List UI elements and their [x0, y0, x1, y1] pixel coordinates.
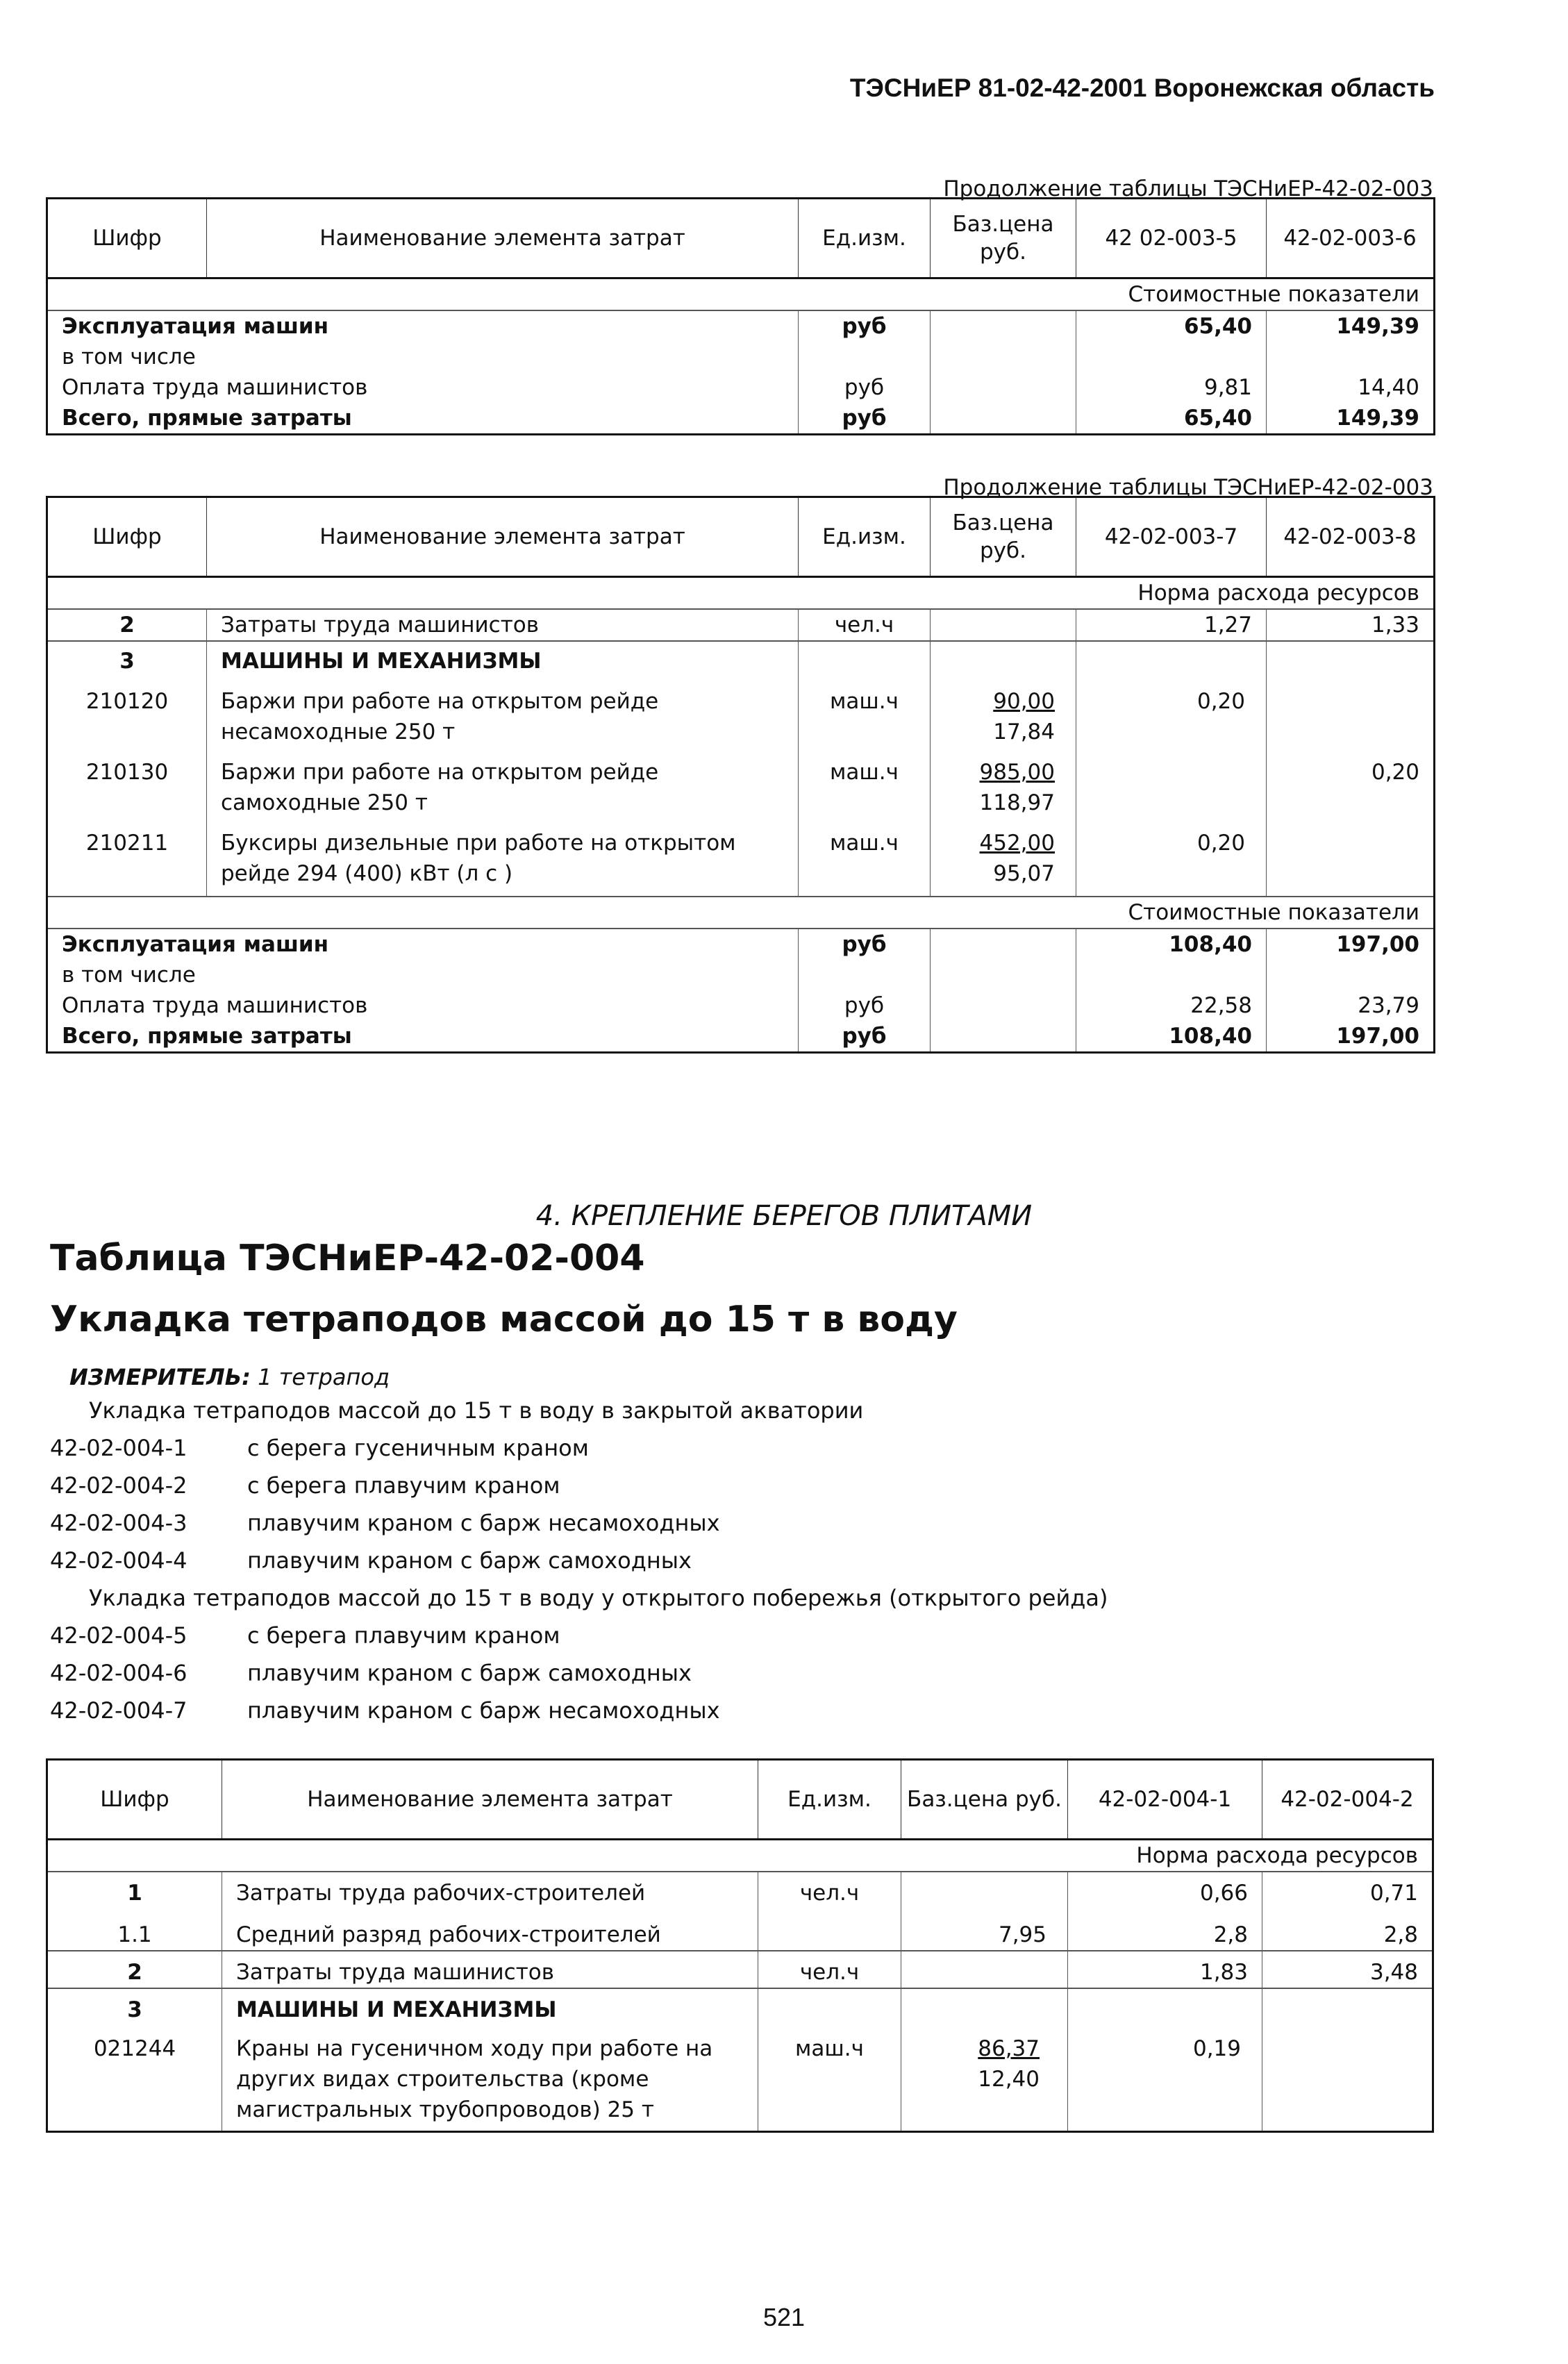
- row-value-b: 3,48: [1262, 1951, 1433, 1988]
- price-base: 17,84: [993, 719, 1055, 744]
- row-unit: маш.ч: [799, 747, 931, 818]
- row-name: Затраты труда машинистов: [222, 1951, 758, 1988]
- row-value-a: 108,40: [1076, 1021, 1267, 1053]
- table-row: [47, 641, 1435, 676]
- table-row: [47, 818, 1435, 897]
- row-name: в том числе: [47, 342, 799, 372]
- row-value-a: 22,58: [1076, 990, 1267, 1021]
- row-value-b: 1,33: [1267, 609, 1435, 641]
- cost-banner: Стоимостные показатели: [47, 897, 1435, 929]
- row-value-b: 197,00: [1267, 929, 1435, 960]
- col-code-header: Шифр: [47, 497, 207, 577]
- row-code: 210211: [47, 818, 207, 897]
- group-heading-1: Укладка тетраподов массой до 15 т в воду в закрытой акватории: [89, 1397, 864, 1424]
- table-row: [47, 372, 1435, 403]
- row-price: [931, 676, 1076, 747]
- row-price: 7,95: [901, 1908, 1068, 1951]
- row-code: 2: [47, 609, 207, 641]
- row-name: Баржи при работе на открытом рейде несамоходные 250 т: [207, 676, 799, 747]
- row-unit: маш.ч: [758, 2025, 901, 2132]
- norm-banner: Норма расхода ресурсов: [47, 577, 1435, 610]
- row-price: [901, 1951, 1068, 1988]
- table-row: [47, 310, 1435, 342]
- row-value-a: 1,83: [1068, 1951, 1262, 1988]
- col-b-header: 42-02-003-8: [1267, 497, 1435, 577]
- group-heading-2: Укладка тетраподов массой до 15 т в воду у открытого побережья (открытого рейда): [89, 1585, 1108, 1611]
- row-code: 3: [47, 1988, 222, 2025]
- col-price-header: Баз.цена руб.: [931, 497, 1076, 577]
- section-heading: 4. КРЕПЛЕНИЕ БЕРЕГОВ ПЛИТАМИ: [535, 1200, 1033, 1232]
- table-row: [47, 609, 1435, 641]
- row-value-b: [1267, 960, 1435, 990]
- row-name: Затраты труда машинистов: [207, 609, 799, 641]
- row-unit: [758, 1988, 901, 2025]
- row-unit: [799, 342, 931, 372]
- row-name: Эксплуатация машин: [47, 310, 799, 342]
- row-value-b: 2,8: [1262, 1908, 1433, 1951]
- item-code: 42-02-004-4: [50, 1547, 187, 1574]
- row-code: 1.1: [47, 1908, 222, 1951]
- table3: [46, 1758, 1434, 2133]
- table-row: [47, 1951, 1433, 1988]
- row-value-a: 65,40: [1076, 310, 1267, 342]
- item-code: 42-02-004-6: [50, 1660, 187, 1686]
- table-row: [47, 960, 1435, 990]
- col-unit-header: Ед.изм.: [799, 497, 931, 577]
- row-code: 021244: [47, 2025, 222, 2132]
- row-name: Баржи при работе на открытом рейде самоходные 250 т: [207, 747, 799, 818]
- row-price: [931, 1021, 1076, 1053]
- row-value-a: [1076, 960, 1267, 990]
- row-value-a: 2,8: [1068, 1908, 1262, 1951]
- row-code: 1: [47, 1872, 222, 1908]
- row-value-b: 14,40: [1267, 372, 1435, 403]
- row-unit: чел.ч: [758, 1951, 901, 1988]
- table-row: [47, 1021, 1435, 1053]
- col-price-header: Баз.цена руб.: [931, 199, 1076, 278]
- row-name: Затраты труда рабочих-строителей: [222, 1872, 758, 1908]
- row-name: Оплата труда машинистов: [47, 990, 799, 1021]
- table-row: [47, 2025, 1433, 2132]
- row-code: 3: [47, 641, 207, 676]
- row-value-b: 0,20: [1267, 747, 1435, 818]
- table-row: [47, 403, 1435, 435]
- row-value-b: 23,79: [1267, 990, 1435, 1021]
- page-header: ТЭСНиЕР 81-02-42-2001 Воронежская область: [849, 74, 1435, 102]
- row-price: [931, 818, 1076, 897]
- row-code: 210130: [47, 747, 207, 818]
- row-value-b: [1262, 1988, 1433, 2025]
- row-unit: руб: [799, 929, 931, 960]
- row-value-b: 149,39: [1267, 403, 1435, 435]
- table-subtitle: Укладка тетраподов массой до 15 т в воду: [50, 1299, 958, 1340]
- row-unit: [799, 960, 931, 990]
- row-name: МАШИНЫ И МЕХАНИЗМЫ: [207, 641, 799, 676]
- col-b-header: 42-02-004-2: [1262, 1760, 1433, 1840]
- row-name: Краны на гусеничном ходу при работе на других видах строительства (кроме магистральных трубопроводов) 25 т: [222, 2025, 758, 2132]
- row-unit: руб: [799, 990, 931, 1021]
- row-name: МАШИНЫ И МЕХАНИЗМЫ: [222, 1988, 758, 2025]
- col-unit-header: Ед.изм.: [758, 1760, 901, 1840]
- row-name: Всего, прямые затраты: [47, 403, 799, 435]
- norm-banner: Норма расхода ресурсов: [47, 1840, 1433, 1872]
- row-value-a: 1,27: [1076, 609, 1267, 641]
- price-current: 985,00: [979, 760, 1055, 785]
- col-a-header: 42 02-003-5: [1076, 199, 1267, 278]
- row-price: [931, 990, 1076, 1021]
- row-name: Средний разряд рабочих-строителей: [222, 1908, 758, 1951]
- row-value-a: 65,40: [1076, 403, 1267, 435]
- row-unit: руб: [799, 310, 931, 342]
- row-price: [901, 2025, 1068, 2132]
- measure-line: [69, 1364, 390, 1390]
- item-code: 42-02-004-3: [50, 1510, 187, 1536]
- row-price: [931, 609, 1076, 641]
- price-base: 95,07: [993, 861, 1055, 886]
- row-price: [931, 747, 1076, 818]
- row-value-a: 0,19: [1068, 2025, 1262, 2132]
- table-title: Таблица ТЭСНиЕР-42-02-004: [50, 1238, 645, 1279]
- item-code: 42-02-004-2: [50, 1472, 187, 1499]
- cost-banner: Стоимостные показатели: [47, 278, 1435, 311]
- price-current: 90,00: [993, 689, 1055, 714]
- table-row: [47, 342, 1435, 372]
- row-unit: руб: [799, 1021, 931, 1053]
- row-value-a: 108,40: [1076, 929, 1267, 960]
- row-unit: руб: [799, 372, 931, 403]
- row-price: [931, 960, 1076, 990]
- row-price: [931, 342, 1076, 372]
- table-row: [47, 747, 1435, 818]
- item-code: 42-02-004-1: [50, 1435, 187, 1461]
- item-text: плавучим краном с барж несамоходных: [247, 1697, 720, 1724]
- price-base: 118,97: [979, 790, 1055, 815]
- row-value-b: 197,00: [1267, 1021, 1435, 1053]
- measure-label: ИЗМЕРИТЕЛЬ:: [69, 1364, 251, 1390]
- row-price: [901, 1872, 1068, 1908]
- row-value-b: 149,39: [1267, 310, 1435, 342]
- row-value-b: [1267, 676, 1435, 747]
- col-unit-header: Ед.изм.: [799, 199, 931, 278]
- row-price: [931, 929, 1076, 960]
- item-text: плавучим краном с барж несамоходных: [247, 1510, 720, 1536]
- row-value-a: 0,66: [1068, 1872, 1262, 1908]
- page-number: 521: [762, 2303, 806, 2331]
- row-value-b: 0,71: [1262, 1872, 1433, 1908]
- row-value-a: 0,20: [1076, 676, 1267, 747]
- table-row: [47, 1908, 1433, 1951]
- row-unit: руб: [799, 403, 931, 435]
- table-row: [47, 676, 1435, 747]
- item-text: с берега гусеничным краном: [247, 1435, 589, 1461]
- row-name: Эксплуатация машин: [47, 929, 799, 960]
- item-text: плавучим краном с барж самоходных: [247, 1547, 692, 1574]
- table-row: [47, 929, 1435, 960]
- row-value-a: 9,81: [1076, 372, 1267, 403]
- price-current: 452,00: [979, 831, 1055, 856]
- col-code-header: Шифр: [47, 1760, 222, 1840]
- table-row: [47, 1872, 1433, 1908]
- row-name: в том числе: [47, 960, 799, 990]
- table1-continuation: Продолжение таблицы ТЭСНиЕР-42-02-003: [943, 176, 1433, 201]
- row-unit: [758, 1908, 901, 1951]
- table2: [46, 496, 1435, 1054]
- measure-value: 1 тетрапод: [258, 1364, 390, 1390]
- row-name: Буксиры дизельные при работе на открытом рейде 294 (400) кВт (л с ): [207, 818, 799, 897]
- row-unit: чел.ч: [758, 1872, 901, 1908]
- row-value-a: [1076, 747, 1267, 818]
- col-name-header: Наименование элемента затрат: [222, 1760, 758, 1840]
- col-a-header: 42-02-003-7: [1076, 497, 1267, 577]
- row-unit: [799, 641, 931, 676]
- price-base: 12,40: [978, 2067, 1040, 2092]
- item-code: 42-02-004-7: [50, 1697, 187, 1724]
- row-value-b: [1267, 641, 1435, 676]
- col-a-header: 42-02-004-1: [1068, 1760, 1262, 1840]
- row-price: [901, 1988, 1068, 2025]
- row-price: [931, 310, 1076, 342]
- item-code: 42-02-004-5: [50, 1622, 187, 1649]
- row-code: 2: [47, 1951, 222, 1988]
- table1: [46, 197, 1435, 435]
- row-price: [931, 641, 1076, 676]
- row-unit: маш.ч: [799, 818, 931, 897]
- row-code: 210120: [47, 676, 207, 747]
- col-code-header: Шифр: [47, 199, 207, 278]
- row-value-b: [1267, 342, 1435, 372]
- col-b-header: 42-02-003-6: [1267, 199, 1435, 278]
- row-name: Всего, прямые затраты: [47, 1021, 799, 1053]
- row-price: [931, 403, 1076, 435]
- row-value-b: [1267, 818, 1435, 897]
- row-value-a: [1076, 342, 1267, 372]
- table-row: [47, 1988, 1433, 2025]
- table2-continuation: Продолжение таблицы ТЭСНиЕР-42-02-003: [943, 475, 1433, 500]
- row-value-a: 0,20: [1076, 818, 1267, 897]
- item-text: с берега плавучим краном: [247, 1472, 560, 1499]
- table-row: [47, 990, 1435, 1021]
- col-name-header: Наименование элемента затрат: [207, 497, 799, 577]
- row-unit: маш.ч: [799, 676, 931, 747]
- row-value-a: [1076, 641, 1267, 676]
- row-value-b: [1262, 2025, 1433, 2132]
- row-unit: чел.ч: [799, 609, 931, 641]
- price-current: 86,37: [978, 2036, 1040, 2061]
- col-name-header: Наименование элемента затрат: [207, 199, 799, 278]
- row-value-a: [1068, 1988, 1262, 2025]
- item-text: плавучим краном с барж самоходных: [247, 1660, 692, 1686]
- row-name: Оплата труда машинистов: [47, 372, 799, 403]
- col-price-header: Баз.цена руб.: [901, 1760, 1068, 1840]
- item-text: с берега плавучим краном: [247, 1622, 560, 1649]
- row-price: [931, 372, 1076, 403]
